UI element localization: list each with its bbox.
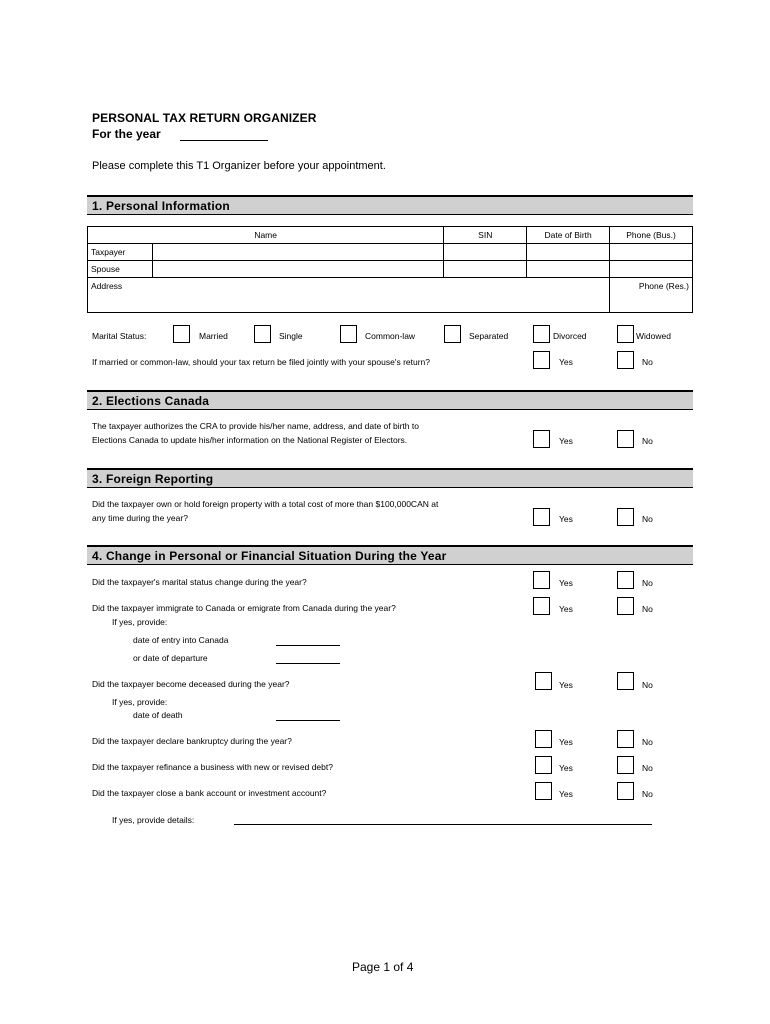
page-number: Page 1 of 4	[352, 960, 414, 974]
elections-no-label: No	[642, 436, 653, 446]
details-field[interactable]	[234, 824, 652, 825]
close-account-yes-checkbox[interactable]	[535, 782, 552, 800]
marital-change-yes-checkbox[interactable]	[533, 571, 550, 589]
joint-yes-label: Yes	[559, 357, 573, 367]
immigrate-yes-label: Yes	[559, 604, 573, 614]
spouse-phone-field[interactable]	[610, 261, 693, 278]
q-close-account: Did the taxpayer close a bank account or investment account?	[92, 788, 327, 798]
deceased-no-checkbox[interactable]	[617, 672, 634, 690]
section-title: 3. Foreign Reporting	[92, 472, 214, 486]
q-bankruptcy: Did the taxpayer declare bankruptcy during the year?	[92, 736, 292, 746]
marital-change-no-checkbox[interactable]	[617, 571, 634, 589]
foreign-yes-checkbox[interactable]	[533, 508, 550, 526]
deceased-yes-label: Yes	[559, 680, 573, 690]
section-title: 1. Personal Information	[92, 199, 230, 213]
common-law-checkbox[interactable]	[340, 325, 357, 343]
section-title: 4. Change in Personal or Financial Situation During the Year	[92, 549, 447, 563]
close-account-no-checkbox[interactable]	[617, 782, 634, 800]
section-elections-canada	[87, 390, 693, 410]
elections-no-checkbox[interactable]	[617, 430, 634, 448]
married-label: Married	[199, 331, 228, 341]
elections-text-line2: Elections Canada to update his/her information on the National Register of Electors.	[92, 435, 408, 445]
refinance-yes-label: Yes	[559, 763, 573, 773]
taxpayer-sin-field[interactable]	[444, 244, 527, 261]
year-field[interactable]	[180, 140, 268, 141]
row-label-spouse: Spouse	[88, 261, 153, 278]
refinance-no-label: No	[642, 763, 653, 773]
phone-res-label: Phone (Res.)	[638, 281, 689, 291]
address-field[interactable]	[88, 278, 610, 313]
personal-info-table	[87, 226, 693, 313]
phone-res-field[interactable]	[610, 278, 693, 313]
bankruptcy-yes-checkbox[interactable]	[535, 730, 552, 748]
section-foreign-reporting	[87, 468, 693, 488]
divorced-label: Divorced	[553, 331, 587, 341]
details-label: If yes, provide details:	[112, 815, 195, 825]
marital-change-no-label: No	[642, 578, 653, 588]
separated-checkbox[interactable]	[444, 325, 461, 343]
immigrate-no-checkbox[interactable]	[617, 597, 634, 615]
close-account-yes-label: Yes	[559, 789, 573, 799]
q-deceased: Did the taxpayer become deceased during the year?	[92, 679, 290, 689]
married-checkbox[interactable]	[173, 325, 190, 343]
foreign-text-line2: any time during the year?	[92, 513, 188, 523]
bankruptcy-no-label: No	[642, 737, 653, 747]
foreign-text-line1: Did the taxpayer own or hold foreign property with a total cost of more than $100,000CAN at	[92, 499, 439, 509]
row-label-address: Address	[91, 281, 123, 291]
page-title: PERSONAL TAX RETURN ORGANIZER	[92, 111, 317, 125]
row-label-taxpayer: Taxpayer	[88, 244, 153, 261]
year-label: For the year	[92, 127, 161, 141]
intro-text: Please complete this T1 Organizer before your appointment.	[92, 160, 386, 172]
widowed-label: Widowed	[636, 331, 671, 341]
refinance-no-checkbox[interactable]	[617, 756, 634, 774]
entry-date-field[interactable]	[276, 645, 340, 646]
q-marital-change: Did the taxpayer's marital status change during the year?	[92, 577, 307, 587]
section-title: 2. Elections Canada	[92, 394, 210, 408]
marital-change-yes-label: Yes	[559, 578, 573, 588]
q-immigrate: Did the taxpayer immigrate to Canada or emigrate from Canada during the year?	[92, 603, 396, 613]
common-law-label: Common-law	[365, 331, 416, 341]
q-refinance: Did the taxpayer refinance a business with new or revised debt?	[92, 762, 333, 772]
divorced-checkbox[interactable]	[533, 325, 550, 343]
taxpayer-name-field[interactable]	[152, 244, 443, 261]
joint-question: If married or common-law, should your tax return be filed jointly with your spouse's return?	[92, 357, 430, 367]
if-yes-provide-2: If yes, provide:	[112, 697, 168, 707]
immigrate-no-label: No	[642, 604, 653, 614]
spouse-name-field[interactable]	[152, 261, 443, 278]
section-change-situation	[87, 545, 693, 565]
section-personal-information	[87, 195, 693, 215]
single-label: Single	[279, 331, 303, 341]
elections-yes-checkbox[interactable]	[533, 430, 550, 448]
joint-yes-checkbox[interactable]	[533, 351, 550, 369]
spouse-sin-field[interactable]	[444, 261, 527, 278]
close-account-no-label: No	[642, 789, 653, 799]
separated-label: Separated	[469, 331, 509, 341]
header-dob: Date of Birth	[527, 227, 610, 244]
foreign-yes-label: Yes	[559, 514, 573, 524]
deceased-no-label: No	[642, 680, 653, 690]
joint-no-label: No	[642, 357, 653, 367]
death-date-field[interactable]	[276, 720, 340, 721]
refinance-yes-checkbox[interactable]	[535, 756, 552, 774]
taxpayer-phone-field[interactable]	[610, 244, 693, 261]
header-name: Name	[88, 227, 444, 244]
if-yes-provide: If yes, provide:	[112, 617, 168, 627]
departure-date-field[interactable]	[276, 663, 340, 664]
bankruptcy-yes-label: Yes	[559, 737, 573, 747]
widowed-checkbox[interactable]	[617, 325, 634, 343]
foreign-no-label: No	[642, 514, 653, 524]
elections-text-line1: The taxpayer authorizes the CRA to provide his/her name, address, and date of birth to	[92, 421, 419, 431]
deceased-yes-checkbox[interactable]	[535, 672, 552, 690]
single-checkbox[interactable]	[254, 325, 271, 343]
taxpayer-dob-field[interactable]	[527, 244, 610, 261]
bankruptcy-no-checkbox[interactable]	[617, 730, 634, 748]
entry-date-label: date of entry into Canada	[133, 635, 229, 645]
elections-yes-label: Yes	[559, 436, 573, 446]
spouse-dob-field[interactable]	[527, 261, 610, 278]
departure-date-label: or date of departure	[133, 653, 208, 663]
header-phone-bus: Phone (Bus.)	[610, 227, 693, 244]
foreign-no-checkbox[interactable]	[617, 508, 634, 526]
immigrate-yes-checkbox[interactable]	[533, 597, 550, 615]
joint-no-checkbox[interactable]	[617, 351, 634, 369]
death-date-label: date of death	[133, 710, 183, 720]
marital-status-label: Marital Status:	[92, 331, 147, 341]
header-sin: SIN	[444, 227, 527, 244]
